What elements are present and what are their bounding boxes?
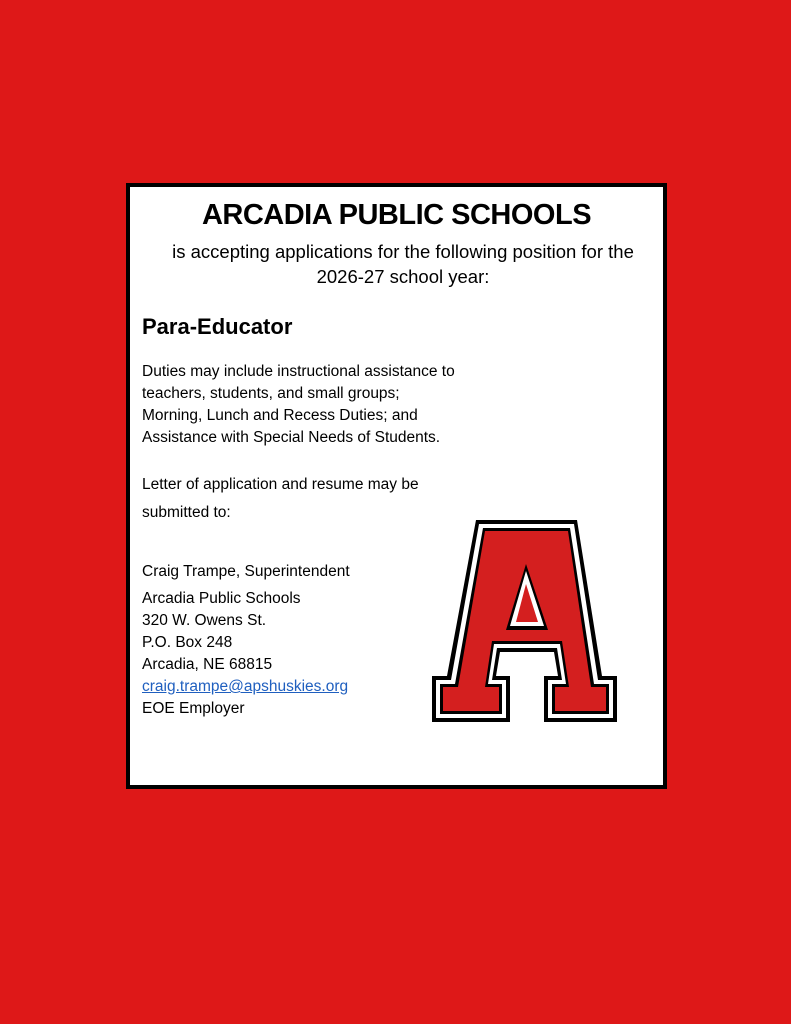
contact-po-box: P.O. Box 248 [142, 634, 233, 651]
application-line: submitted to: [142, 504, 231, 521]
duties-line: Morning, Lunch and Recess Duties; and [142, 407, 418, 424]
subtitle-line: is accepting applications for the following position for the [172, 241, 634, 262]
job-posting-card [126, 183, 667, 789]
contact-organization: Arcadia Public Schools [142, 590, 301, 607]
subtitle-line: 2026-27 school year: [316, 266, 490, 287]
contact-name: Craig Trampe, Superintendent [142, 563, 350, 580]
contact-city: Arcadia, NE 68815 [142, 656, 273, 673]
varsity-letter-a-icon [430, 518, 622, 723]
duties-description [142, 361, 502, 449]
duties-line: Assistance with Special Needs of Students. [142, 429, 441, 446]
application-line: Letter of application and resume may be [142, 476, 419, 493]
duties-line: teachers, students, and small groups; [142, 385, 400, 402]
posting-subtitle [148, 239, 658, 289]
employer-note: EOE Employer [142, 700, 245, 717]
contact-block [142, 561, 422, 720]
contact-street: 320 W. Owens St. [142, 612, 267, 629]
contact-email-line [142, 676, 422, 698]
duties-line: Duties may include instructional assistance to [142, 363, 455, 380]
contact-email-link[interactable]: craig.trampe@apshuskies.org [142, 678, 349, 695]
position-title: Para-Educator [142, 314, 293, 339]
page-title: ARCADIA PUBLIC SCHOOLS [201, 199, 592, 231]
